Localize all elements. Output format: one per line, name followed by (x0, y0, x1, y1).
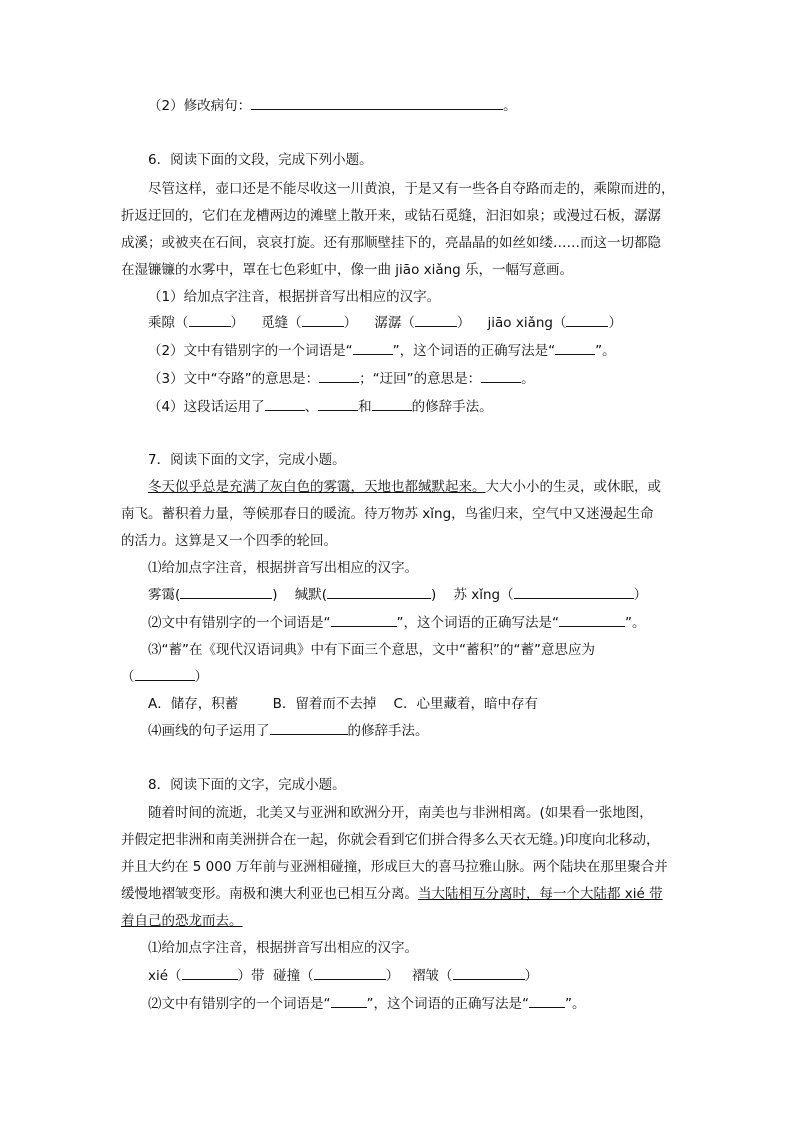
q7-para-line: 南飞。蓄积着力量，等候那春日的暖流。待万物苏 xǐng，鸟雀归来，空气中又迷漫起生命 (121, 506, 654, 522)
q8-sub1: ⑴给加点字注音，根据拼音写出相应的汉字。 (148, 940, 418, 956)
q6-sub4: （4）这段话运用了 、 和 的修辞手法。 (148, 399, 493, 415)
answer-blank[interactable] (302, 314, 344, 327)
answer-blank[interactable] (529, 995, 565, 1008)
q6-para-line: 折返迂回的，它们在龙槽两边的滩壁上散开来，或钻石觅缝，汩汩如泉；或漫过石板，潺潺 (121, 208, 661, 224)
q6-para-line: 在湿镰镰的水雾中，罩在七色彩虹中，像一曲 jiāo xiǎng 乐，一幅写意画。 (121, 262, 574, 278)
q7-sub3: ⑶“蓄”在《现代汉语词典》中有下面三个意思，文中“蓄积”的“蓄”意思应为 (148, 642, 595, 658)
answer-blank[interactable] (415, 314, 457, 327)
underlined-sentence: 当大陆相互分离时，每一个大陆都 xié 带 (418, 886, 663, 902)
q6-sub3: （3）文中“夺路”的意思是： ；“迂回”的意思是： 。 (148, 371, 535, 387)
option-a: A．储存，积蓄 (148, 696, 239, 712)
q7-blanks-row: 雾霭( ) 缄默( ) 苏 xǐng（ ） (148, 587, 648, 603)
answer-blank[interactable] (189, 314, 231, 327)
answer-blank[interactable] (180, 586, 272, 599)
answer-blank[interactable] (514, 586, 634, 599)
q8-para-line: 并且大约在 5 000 万年前与亚洲相碰撞，形成巨大的喜马拉雅山脉。两个陆块在那里聚合并 (121, 859, 668, 875)
q8-para-line: 缓慢地褶皱变形。南极和澳大利亚也已相互分离。当大陆相互分离时，每一个大陆都 xié 带 (121, 886, 663, 902)
answer-blank[interactable] (314, 967, 386, 980)
q7-sub3-paren: （ ） (121, 669, 208, 685)
option-b: B．留着而不去掉 (272, 696, 377, 712)
q8-sub2: ⑵文中有错别字的一个词语是“ ”，这个词语的正确写法是“ ”。 (148, 996, 586, 1012)
q6-title: 6．阅读下面的文段，完成下列小题。 (148, 152, 373, 168)
q8-blanks-row: xié（ ）带 碰撞（ ） 褶皱（ ） (148, 968, 539, 984)
answer-blank[interactable] (353, 342, 393, 355)
q7-title: 7．阅读下面的文字，完成小题。 (148, 452, 346, 468)
q6-para-line: 尽管这样，壶口还是不能尽收这一川黄浪，于是又有一些各自夺路而走的，乘隙而进的， (148, 181, 675, 197)
q7-sub1: ⑴给加点字注音，根据拼音写出相应的汉字。 (148, 560, 418, 576)
answer-blank[interactable] (481, 370, 521, 383)
q7-para-line: 的活力。这算是又一个四季的轮回。 (121, 533, 337, 549)
q6-blanks-row: 乘隙（ ） 觅缝（ ） 潺潺（ ） jiāo xiǎng（ ） (148, 315, 622, 331)
answer-blank[interactable] (182, 967, 238, 980)
q7-sub2: ⑵文中有错别字的一个词语是“ ”，这个词语的正确写法是“ ”。 (148, 615, 646, 631)
option-c: C．心里藏着，暗中存有 (393, 696, 538, 712)
q7-sub4: ⑷画线的句子运用了 的修辞手法。 (148, 723, 429, 739)
q6-para-line: 成溪；或被夹在石间，哀哀打旋。还有那顺壁挂下的，亮晶晶的如丝如缕……而这一切都隐 (121, 235, 661, 251)
answer-blank[interactable] (453, 967, 525, 980)
answer-blank[interactable] (270, 722, 348, 735)
q7-options (148, 695, 538, 713)
answer-blank[interactable] (135, 668, 195, 681)
answer-blank[interactable] (559, 614, 625, 627)
q5-item2: （2）修改病句： 。 (148, 98, 517, 114)
answer-blank[interactable] (265, 398, 305, 411)
q6-sub2: （2）文中有错别字的一个词语是“ ”，这个词语的正确写法是“ ”。 (148, 343, 616, 359)
answer-blank[interactable] (251, 97, 503, 110)
q7-para-line: 冬天似乎总是充满了灰白色的雾霭，天地也都缄默起来。大大小小的生灵，或休眠，或 (148, 479, 661, 495)
underlined-sentence: 着自己的恐龙而去。 (121, 913, 243, 929)
q8-title: 8．阅读下面的文字，完成小题。 (148, 777, 346, 793)
underlined-sentence: 冬天似乎总是充满了灰白色的雾霭，天地也都缄默起来。 (148, 479, 486, 495)
answer-blank[interactable] (566, 314, 608, 327)
q6-sub1: （1）给加点字注音，根据拼音写出相应的汉字。 (148, 289, 441, 305)
answer-blank[interactable] (331, 614, 397, 627)
answer-blank[interactable] (555, 342, 595, 355)
q8-para-line: 并假定把非洲和南美洲拼合在一起，你就会看到它们拼合得多么天衣无缝。)印度向北移动， (121, 832, 660, 848)
q8-para-line: 随着时间的流逝，北美又与亚洲和欧洲分开，南美也与非洲相离。(如果看一张地图， (148, 805, 653, 821)
answer-blank[interactable] (327, 586, 431, 599)
q8-para-line (121, 912, 243, 930)
answer-blank[interactable] (372, 398, 412, 411)
answer-blank[interactable] (319, 370, 359, 383)
answer-blank[interactable] (331, 995, 367, 1008)
answer-blank[interactable] (318, 398, 358, 411)
